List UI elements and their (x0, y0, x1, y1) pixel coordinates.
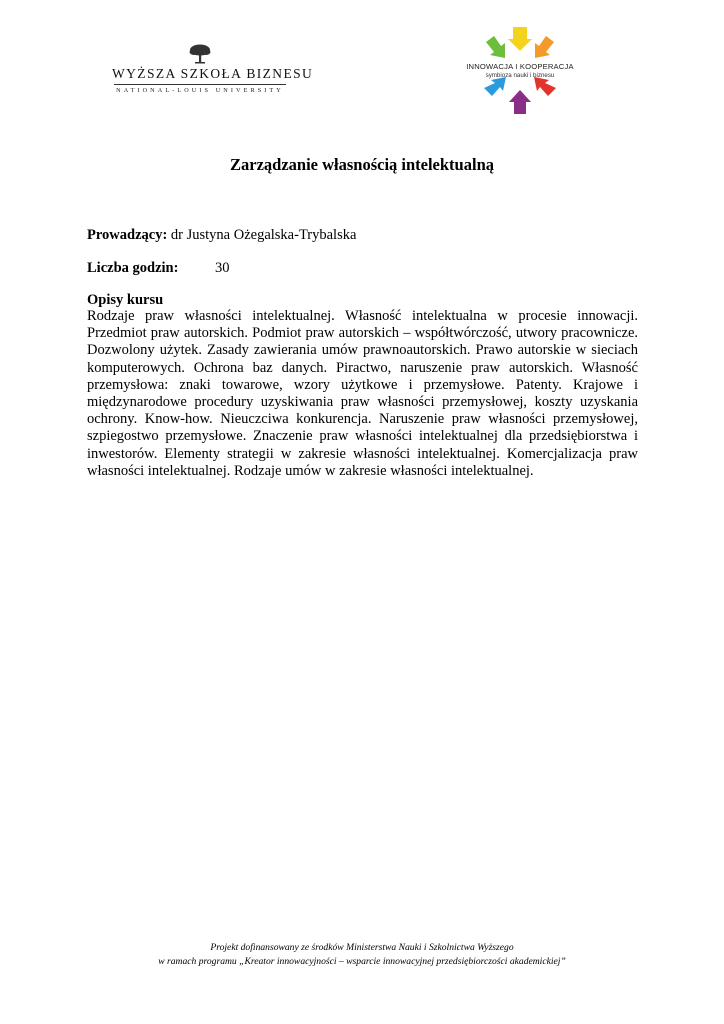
footer-program-line: w ramach programu „Kreator innowacyjności – wsparcie innowacyjnej przedsiębiorczości akademickiej” (158, 956, 566, 967)
footer-funding-line: Projekt dofinansowany ze środków Ministerstwa Nauki i Szkolnictwa Wyższego (210, 942, 514, 953)
hours-value: 30 (215, 260, 230, 276)
course-description-text: Rodzaje praw własności intelektualnej. Własność intelektualna w procesie innowacji. Przedmiot praw autorskich. Podmiot praw autorskich – współtwórczość, utwory pracownicze. Dozwolony użytek. Zasady zawierania umów prawnoautorskich. Prawo autorskie w sieciach komputerowych. Ochrona baz danych. Piractwo, naruszenie praw autorskich. Własność przemysłowa: znaki towarowe, wzory użytkowe i przemysłowe. Patenty. Krajowe i międzynarodowe procedury uzyskiwania praw własności przemysłowej, koszty uzyskania ochrony. Know-how. Nieuczciwa konkurencja. Naruszenie praw własności przemysłowej, szpiegostwo przemysłowe. Znaczenie praw własności intelektualnej dla przedsiębiorstwa i inwestorów. Elementy strategii w zakresie własności intelektualnej. Komercjalizacja praw własności intelektualnej. Rodzaje umów w zakresie własności intelektualnej. (87, 308, 638, 479)
school-logo-divider (114, 84, 286, 85)
oak-tree-icon (189, 44, 211, 64)
school-logo (112, 44, 314, 94)
lecturer-row (87, 226, 356, 244)
partner-logo (460, 22, 586, 118)
school-name: WYŻSZA SZKOŁA BIZNESU (112, 66, 314, 81)
partner-subtitle: symbioza nauki i biznesu (485, 72, 555, 79)
hours-row (87, 259, 230, 277)
school-subtitle: NATIONAL-LOUIS UNIVERSITY (116, 87, 284, 94)
lecturer-label: Prowadzący: (87, 227, 168, 243)
hours-label: Liczba godzin: (87, 260, 179, 276)
document-title: Zarządzanie własnością intelektualną (229, 155, 494, 174)
partner-title: INNOWACJA I KOOPERACJA (466, 62, 574, 71)
course-description-heading: Opisy kursu (87, 292, 164, 308)
lecturer-name: dr Justyna Ożegalska-Trybalska (170, 227, 357, 243)
